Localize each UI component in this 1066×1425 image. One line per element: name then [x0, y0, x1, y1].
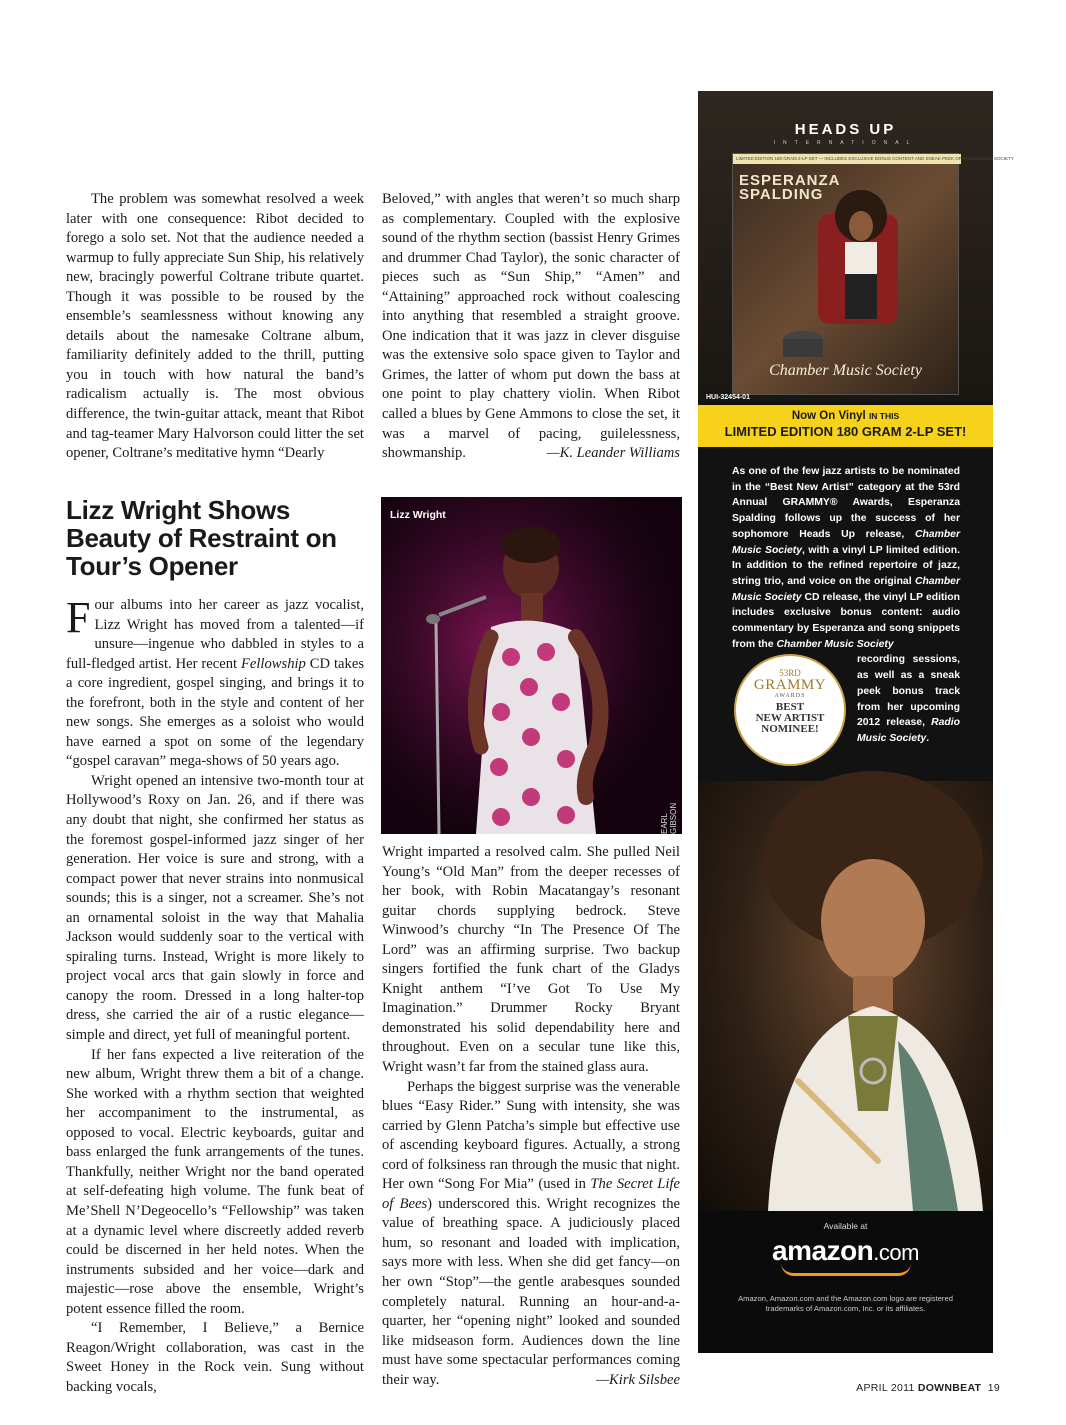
cover-banner: LIMITED EDITION 180 GRAM 2-LP SET — INCLUDES EXCLUSIVE BONUS CONTENT AND SNEAK PEEK OF RADIO MUSIC SOCIETY	[733, 154, 961, 164]
article2-column-1	[66, 593, 364, 1397]
ad-body-text: As one of the few jazz artists to be nominated in the “Best New Artist” category at the 53rd Annual GRAMMY® Awards, Esperanza Spalding follows up the success of her sophomore Heads Up release, Chamber Music Society, with a vinyl LP limited edition. In addition to the refined repertoire of jazz, string trio, and voice on the original Chamber Music Society CD release, the vinyl LP edition includes exclusive bonus content: audio commentary by Esperanza and song snippets from the Chamber Music Society recording sessions, as well as a sneak peek bonus track from her upcoming 2012 release, Radio Music Society.	[732, 466, 961, 744]
article2-paragraph-3: If her fans expected a live reiteration of the new album, Wright threw them a bit of a change. She worked with a rhythm section that weighted her accompaniment to the instrumental, as opposed to vocal. Electric keyboards, guitar and bass enlarged the funk arrangements of the tunes. Thankfully, neither Wright nor the band operated at self-defeating high volume. The funk beat of Me’Shell N’Degeocello’s “Fellowship” was taken at a dynamic level where discreetly added reverb could be discerned in her held notes. When the instruments subsided and her voice—dark and majestic—rose above the ensemble, Wright’s potent essence filled the room.	[66, 1046, 364, 1317]
article2-paragraph-6: Perhaps the biggest surprise was the venerable blues “Easy Rider.” Sung with intensity, she was carried by Glenn Patcha’s simple but effective use of ascending keyboard figures. Actually, a strong cord of folksiness ran through the music that night. Her own “Song For Mia” (used in The Secret Life of Bees) underscored this. Wright recognizes the value of breathing space. A judiciously placed hum, so resonant and loaded with implication, says more with less. When she did get fancy—on her own “Stop”—the gentle arabesques sounded completely natural. Running an hour-and-a-quarter, her “opening night” looked and sounded like midseason form. Audiences down the line must have some spectacular performances coming their way. —Kirk Silsbee	[382, 1078, 680, 1391]
esperanza-portrait	[698, 781, 993, 1211]
article2-signature: —Kirk Silsbee	[596, 1371, 680, 1388]
amazon-logo[interactable]: amazon.com	[772, 1235, 919, 1266]
lizz-wright-photo	[381, 497, 682, 834]
esperanza-spalding-ad[interactable]	[698, 91, 1014, 1353]
portrait-illustration	[698, 781, 993, 1211]
article2-paragraph-1: Four albums into her career as jazz vocalist, Lizz Wright has moved from a talented—if unsure—ingenue who dabbled in styles to a full-fledged artist. Her recent Fellowship CD takes a core ingredient, gospel singing, and brings it to the forefront, both in the style and content of her new songs. She emerges as a soloist who would have earned a spot on some of the legendary “gospel caravan” mega-shows of 50 years ago.	[66, 593, 364, 770]
photo-credit: EARL GIBSON	[660, 802, 678, 834]
photo-caption: Lizz Wright	[390, 509, 446, 521]
dropcap: F	[66, 593, 91, 642]
cover-artist-name: ESPERANZA SPALDING	[739, 172, 841, 203]
page-footer: APRIL 2011 DOWNBEAT 19	[856, 1382, 1000, 1394]
trademark-notice: Amazon, Amazon.com and the Amazon.com logo are registered trademarks of Amazon.com, Inc. or its affiliates.	[738, 1294, 953, 1313]
article1-paragraph-cont: Beloved,” with angles that weren’t so much sharp as complementary. Coupled with the explosive sound of the rhythm section (bassist Henry Grimes and drummer Chad Taylor), the sonic character of pieces such as “Sun Ship,” “Amen” and “Attaining” approached rock without coalescing into anything that resembled a straight groove. One indication that it was jazz in clever disguise was the extensive solo space given to Taylor and Grimes, the latter of whom put down the bass at one point to play chattery violin. When Ribot called a blues by Gene Ammons to close the set, it was a marvel of pacing, guilelessness, showmanship. —K. Leander Williams	[382, 190, 680, 464]
article2-paragraph-4: “I Remember, I Believe,” a Bernice Reagon/Wright collaboration, was cast in the Sweet Honey in the Rock vein. Sung without backing vocals,	[66, 1320, 364, 1395]
album-cover	[732, 153, 1014, 395]
article1-signature: —K. Leander Williams	[546, 445, 680, 462]
article1-column-2	[382, 190, 680, 464]
article2-headline: Lizz Wright Shows Beauty of Restraint on Tour’s Opener	[66, 495, 337, 581]
page-number: 19	[987, 1382, 1000, 1394]
amazon-section[interactable]	[698, 1211, 993, 1353]
heads-up-logo: HEADS UP	[794, 121, 897, 138]
magazine-name: DOWNBEAT	[917, 1382, 982, 1394]
vinyl-banner: Now On Vinyl IN THIS LIMITED EDITION 180 GRAM 2-LP SET!	[698, 405, 993, 447]
article1-paragraph: The problem was somewhat resolved a week later with one consequence: Ribot decided to forego a solo set. Not that the audience needed a warmup to fully appreciate Sun Ship, his relatively new, bracingly powerful Coltrane tribute quartet. Though it was possible to be roused by the ensemble’s seamlessness without knowing any details about the namesake Coltrane album, familiarity definitely added to the thrill, putting you in touch with how natural the band’s radicalism actually is. The most obvious difference, the twin-guitar attack, meant that Ribot and tag-teamer Mary Halvorson could litter the set opener, Coltrane’s meditative hymn “Dearly	[66, 191, 364, 462]
article2-paragraph-2: Wright opened an intensive two-month tour at Hollywood’s Roxy on Jan. 26, and if there was any doubt that night, she confirmed her status as the foremost gospel-informed jazz singer of her generation. Her voice is sure and strong, with a compact power that never strains into nonmusical sounds; this is a singer, not a screamer. She’s not an ornamental soloist in the way that Mahalia Jackson would suddenly soar to the vertical with spiraling turns. Instead, Wright is more likely to project vocal arcs that gain slowly in force and canopy the room. Dressed in a long halter-top dress, she carried the air of a rustic elegance—simple and direct, yet full of meaningful portent.	[66, 772, 364, 1044]
article1-column-1	[66, 190, 364, 464]
article2-column-2	[382, 843, 680, 1390]
cover-album-title: Chamber Music Society	[769, 362, 922, 379]
grammy-nominee-badge: 53RD GRAMMY AWARDS BEST NEW ARTIST NOMINEE!	[734, 654, 846, 766]
heads-up-logo-sub: INTERNATIONAL	[773, 140, 918, 146]
article2-paragraph-5: Wright imparted a resolved calm. She pulled Neil Young’s “Old Man” from the deeper recesses of her book, with Robin Macatangay’s resonant guitar chords supplying bedrock. Steve Winwood’s churchy “In The Presence Of The Lord” was an affirming surprise. Two backup singers fortified the funk chart of the Gladys Knight anthem “I’ve Got To Use My Imagination.” Drummer Rocky Bryant demonstrated his solid dependability here and throughout. Even on a secular tune like this, Wright wasn’t far from the stained glass aura.	[382, 844, 680, 1076]
available-at-label: Available at	[823, 1221, 868, 1231]
singer-illustration	[381, 497, 682, 834]
catalog-number: HUI-32454-01	[706, 394, 750, 401]
